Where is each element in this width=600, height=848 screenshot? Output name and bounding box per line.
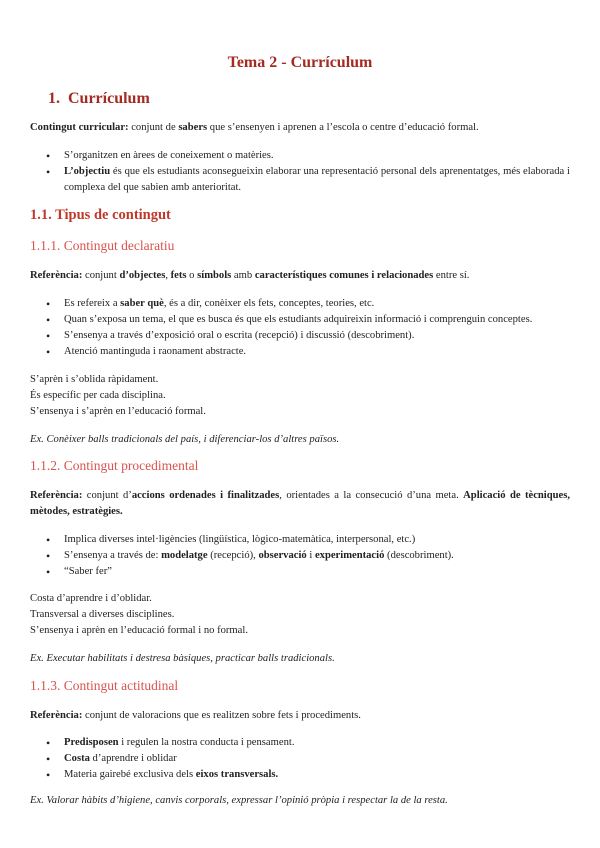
document-title: Tema 2 - Currículum [227,54,373,71]
procedural-example: Ex. Executar habilitats i destresa bàsiques, practicar balls tradicionals. [30,653,335,664]
section-title: Currículum [68,90,150,107]
list-item: • S’ensenya a través d’exposició oral o escrita (recepció) i discussió (descobriment). [46,328,570,344]
list-item: • “Saber fer” [46,564,570,580]
list-item: • Predisposen i regulen la nostra conducta i pensament. [46,735,570,751]
list-item: • Quan s’exposa un tema, el que es busca és que els estudiants adquireixin informació i comprenguin conceptes. [46,312,570,328]
list-item: • Costa d’aprendre i oblidar [46,751,570,767]
definition-term: Contingut curricular: [30,122,129,133]
list-item: • L’objectiu és que els estudiants aconsegueixin elaborar una representació personal dels aprenentatges, més elaborada i complexa del que sabien amb anterioritat. [46,164,570,196]
list-item: • Implica diverses intel·ligències (lingüística, lògico-matemàtica, interpersonal, etc.) [46,532,570,548]
subsection-heading-types: 1.1. Tipus de contingut [30,207,171,223]
procedural-reference: Referència: conjunt d’accions ordenades i finalitzades, orientades a la consecució d’una meta. Aplicació de tècniques, mètodes, estratègies. [30,490,570,517]
heading-procedural-content: 1.1.2. Contingut procedimental [30,458,199,473]
declarative-example: Ex. Conèixer balls tradicionals del país, i diferenciar-los d’altres països. [30,434,340,445]
declarative-reference: Referència: conjunt d’objectes, fets o símbols amb característiques comunes i relacionades entre sí. [30,270,470,281]
list-item: • Atenció mantinguda i raonament abstracte. [46,344,570,360]
attitudinal-reference: Referència: conjunt de valoracions que es realitzen sobre fets i procediments. [30,710,361,721]
section-heading-curriculum [48,90,150,108]
procedural-bullet-list [46,532,570,580]
attitudinal-bullet-list [46,735,570,783]
heading-declarative-content: 1.1.1. Contingut declaratiu [30,238,175,253]
declarative-notes: S’aprèn i s’oblida ràpidament. És específic per cada disciplina. S’ensenya i s’aprèn en l’educació formal. [30,374,206,417]
attitudinal-example: Ex. Valorar hàbits d’higiene, canvis corporals, expressar l’opinió pròpia i respectar la de la resta. [30,795,448,806]
definition-paragraph: Contingut curricular: conjunt de sabers que s’ensenyen i aprenen a l’escola o centre d’educació formal. [30,122,479,133]
list-item: • S’ensenya a través de: modelatge (recepció), observació i experimentació (descobriment). [46,548,570,564]
declarative-bullet-list [46,296,570,360]
heading-attitudinal-content: 1.1.3. Contingut actitudinal [30,678,179,693]
procedural-notes: Costa d’aprendre i d’oblidar. Transversal a diverses disciplines. S’ensenya i aprèn en l’educació formal i no formal. [30,593,248,636]
list-item: • S’organitzen en àrees de coneixement o matèries. [46,148,570,164]
curriculum-bullet-list [46,148,570,196]
list-item: • Es refereix a saber què, és a dir, conèixer els fets, conceptes, teories, etc. [46,296,570,312]
section-number: 1. [48,90,60,107]
list-item: • Materia gairebé exclusiva dels eixos transversals. [46,767,570,783]
